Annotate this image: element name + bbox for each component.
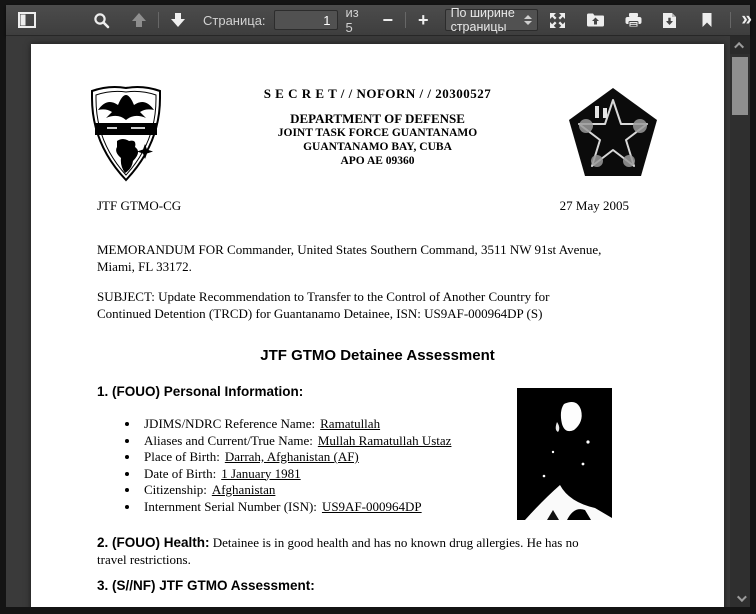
list-item: [140, 499, 542, 516]
item-value: Ramatullah: [320, 416, 381, 431]
item-value: 1 January 1981: [221, 465, 301, 481]
item-value: Afghanistan: [211, 482, 276, 497]
classification-banner: S E C R E T / / NOFORN / / 20300527: [263, 86, 492, 101]
search-button[interactable]: [88, 7, 114, 33]
pdf-toolbar: [6, 5, 750, 36]
section2-text: Detainee is in good health and has no known drug allergies. He has no: [212, 535, 579, 550]
item-value: Darrah, Afghanistan (AF): [224, 449, 359, 464]
office-symbol-row: [97, 198, 629, 214]
southcom-shield-emblem: [87, 82, 165, 189]
download-icon: [662, 12, 677, 29]
download-button[interactable]: [656, 7, 682, 33]
memorandum-for: [97, 241, 637, 275]
list-item: [140, 449, 542, 466]
scroll-down-button[interactable]: [730, 589, 750, 607]
item-label: Place of Birth:: [144, 449, 220, 464]
scroll-up-button[interactable]: [730, 36, 750, 54]
bookmark-current-view-button[interactable]: [694, 7, 720, 33]
presentation-mode-button[interactable]: [544, 7, 570, 33]
bookmark-icon: [701, 12, 713, 28]
item-label: Internment Serial Number (ISN):: [144, 498, 317, 514]
subject-text: SUBJECT: Update Recommendation to Transfer to the Control of Another Country for: [97, 289, 550, 304]
subject-text: Continued Detention (TRCD) for Guantanamo Detainee, ISN: US9AF-000964DP (S): [97, 306, 543, 321]
sidebar-toggle-button[interactable]: [14, 7, 40, 33]
section1-heading: 1. (FOUO) Personal Information:: [97, 384, 304, 399]
item-value: Mullah Ramatullah Ustaz: [317, 432, 452, 448]
item-label: Date of Birth:: [144, 465, 217, 481]
search-icon: [93, 12, 110, 29]
list-item: [140, 416, 542, 433]
print-button[interactable]: [620, 7, 646, 33]
pdf-viewer-area: [6, 36, 750, 607]
section2-health: [97, 534, 642, 568]
zoom-in-button[interactable]: +: [418, 9, 429, 30]
toolbar-separator: [158, 12, 159, 28]
chevron-up-icon: [734, 41, 744, 51]
fullscreen-arrows-icon: [549, 12, 566, 29]
scrollbar-thumb[interactable]: [732, 57, 748, 115]
letterhead-line: GUANTANAMO BAY, CUBA: [303, 141, 452, 153]
jtf-gtmo-pentagon-emblem: [567, 86, 659, 187]
select-arrows-icon: [524, 15, 532, 25]
personal-info-list: [122, 416, 542, 515]
subject-line: [97, 288, 637, 322]
item-label: Aliases and Current/True Name:: [144, 432, 313, 448]
document-title: JTF GTMO Detainee Assessment: [260, 347, 495, 364]
chevron-down-icon: [736, 592, 746, 602]
list-item: [140, 482, 542, 499]
pdf-page-1: [31, 44, 724, 607]
page-number-input[interactable]: [274, 10, 338, 30]
item-value: US9AF-000964DP: [321, 498, 422, 514]
zoom-level-value: По ширине страницы: [450, 6, 515, 34]
section3-heading: 3. (S//NF) JTF GTMO Assessment:: [97, 578, 315, 593]
toolbar-separator: [730, 12, 731, 28]
memo-line: MEMORANDUM FOR Commander, United States Southern Command, 3511 NW 91st Avenue,: [97, 242, 602, 257]
document-date: 27 May 2005: [559, 198, 629, 213]
item-label: Citizenship:: [144, 482, 207, 497]
letterhead-line: APO AE 09360: [340, 155, 415, 167]
memo-line: Miami, FL 33172.: [97, 259, 192, 274]
vertical-scrollbar[interactable]: [730, 36, 750, 607]
page-label: Страница:: [203, 12, 266, 28]
section2-heading: 2. (FOUO) Health:: [97, 535, 210, 550]
list-item: [140, 433, 542, 450]
more-tools-button[interactable]: »: [741, 9, 750, 30]
previous-page-button[interactable]: [126, 7, 152, 33]
detainee-photo: [517, 388, 612, 520]
toolbar-separator: [405, 12, 406, 28]
printer-icon: [624, 12, 643, 28]
open-folder-icon: [586, 12, 605, 28]
open-file-button[interactable]: [582, 7, 608, 33]
letterhead-line: DEPARTMENT OF DEFENSE: [290, 111, 465, 126]
zoom-out-button[interactable]: −: [382, 9, 394, 30]
list-item: [140, 466, 542, 483]
sidebar-toggle-icon: [18, 12, 36, 28]
letterhead-line: JOINT TASK FORCE GUANTANAMO: [277, 127, 478, 139]
arrow-up-icon: [131, 12, 147, 28]
office-symbol: JTF GTMO-CG: [97, 198, 182, 213]
page-count-label: из 5: [345, 5, 359, 35]
section2-text: travel restrictions.: [97, 552, 191, 567]
arrow-down-icon: [170, 12, 186, 28]
next-page-button[interactable]: [165, 7, 191, 33]
item-label: JDIMS/NDRC Reference Name:: [144, 416, 316, 431]
zoom-level-select[interactable]: [445, 6, 539, 34]
